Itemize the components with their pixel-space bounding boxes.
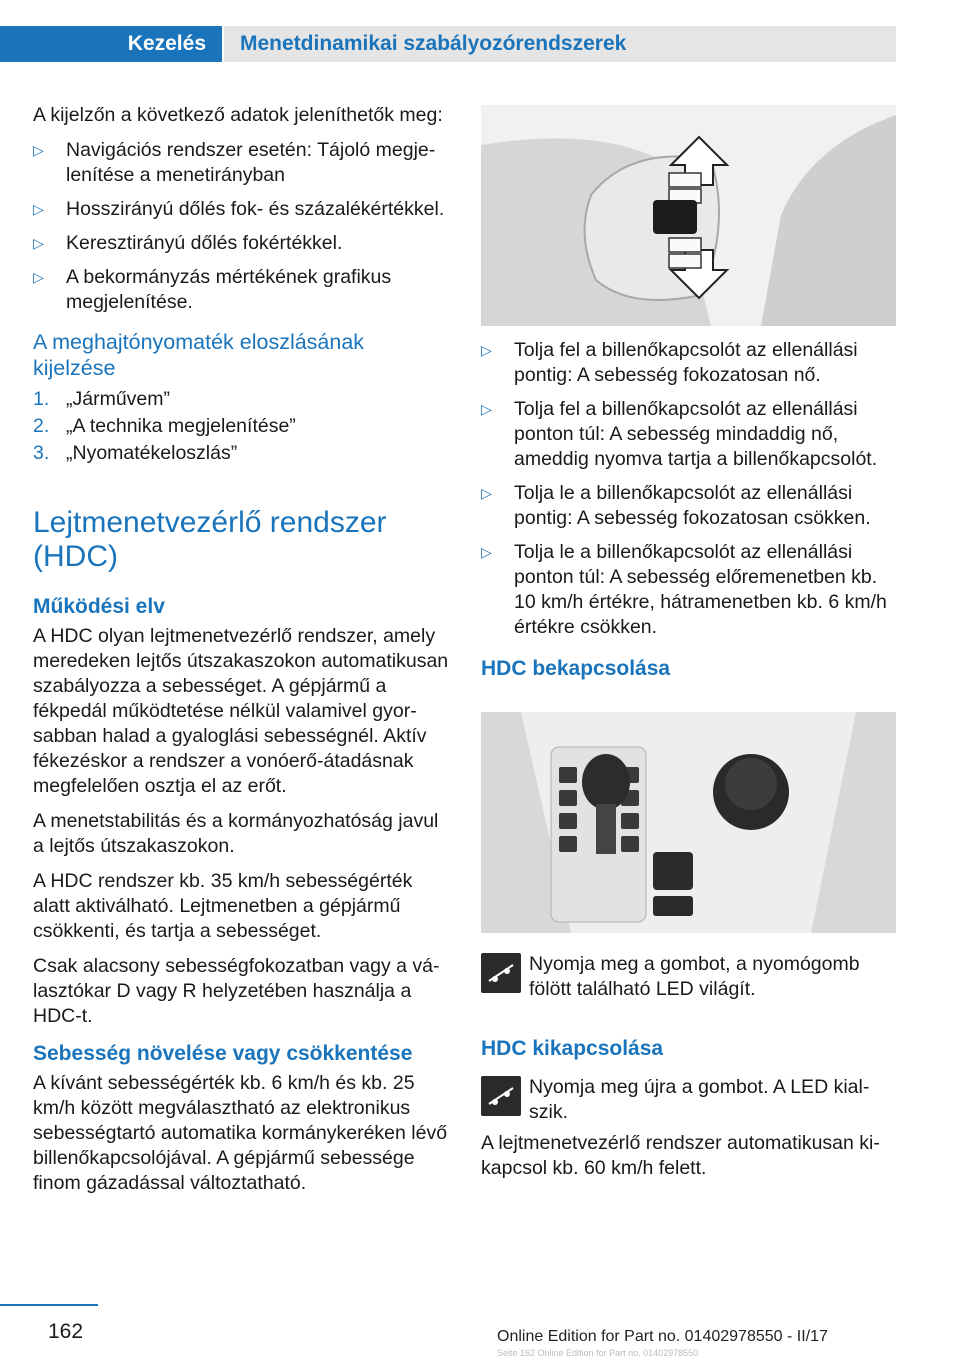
list-item: ▷ Tolja fel a billenőkapcsolót az ellenállási pontig: A sebesség fokozatosan nő. [481,339,858,386]
list-item: ▷ Tolja le a billenőkapcsolót az ellenállási ponton túl: A sebesség előremenetben kb. 10 km/h értékre, hátramenetben kb. 6 km/h értékre csökken. [481,541,887,638]
speed-paragraph: A kívánt sebességérték kb. 6 km/h és kb. 25 km/h között megválasztható az elektronikus sebességtartó automatika kormánykeréken lévő billenőkapcsolójával. A gépjármű sebessége finom gázadással változtatható. [33,1072,448,1194]
auto-off-text: A lejtmenetvezérlő rendszer automatikusan kikapcsol kb. 60 km/h felett. [481,1132,880,1179]
torque-steps-list [33,387,451,466]
list-item: 3. „Nyomatékeloszlás” [33,442,238,464]
hdc-on-text: Nyomja meg a gombot, a nyomógomb fölött található LED világít. [529,953,860,1000]
hdc-off-heading: HDC kikapcsolása [481,1037,664,1060]
principle-paragraph: A HDC olyan lejtmenetvezérlő rendszer, amely meredeken lejtős útszakaszokon automatikusan szabályozza a sebességet. A gépjármű a fékpedál működtetése nélkül valamivel gyorsabban halad a gyaloglási sebességnél. Aktív fékezéskor a rendszer a vonóerő-átadásnak megfelelően osztja el az erőt. [33,625,449,797]
triangle-bullet-icon: ▷ [481,544,492,560]
list-item: ▷ Hosszirányú dőlés fok- és százalékértékkel. [33,198,445,220]
principle-heading: Működési elv [33,595,165,618]
list-item: ▷ Navigációs rendszer esetén: Tájoló megjelenítése a menetirányban [33,139,436,186]
triangle-bullet-icon: ▷ [481,401,492,417]
right-column [481,338,897,686]
page-header [0,0,960,62]
triangle-bullet-icon: ▷ [33,235,44,251]
hdc-title: Lejtmenetvezérlő rendszer (HDC) [33,506,387,573]
display-intro: A kijelzőn a következő adatok jeleníthetők meg: [33,104,443,126]
triangle-bullet-icon: ▷ [33,201,44,217]
center-console-illustration [481,712,896,933]
principle-paragraph: Csak alacsony sebességfokozatban vagy a választókar D vagy R helyzetében használja a HDC-t. [33,955,440,1027]
left-column [33,103,451,1206]
edition-text: Online Edition for Part no. 01402978550 - II/17 [497,1328,828,1345]
torque-heading: A meghajtónyomaték eloszlásának kijelzése [33,330,365,380]
rocker-switch-illustration [481,105,896,326]
triangle-bullet-icon: ▷ [33,269,44,285]
page-number: 162 [48,1320,84,1343]
principle-paragraph: A HDC rendszer kb. 35 km/h sebességérték alatt aktiválható. Lejtmenetben a gépjármű csökkenti, és tartja a sebességet. [33,870,413,942]
list-item: ▷ Keresztirányú dőlés fokértékkel. [33,232,343,254]
section-tab: Kezelés [0,26,222,62]
display-items-list [33,138,451,315]
list-item: ▷ Tolja fel a billenőkapcsolót az ellenállási ponton túl: A sebesség mindaddig nő, ameddig nyomva tartja a billenőkapcsolót. [481,398,878,470]
hdc-button-icon [481,1076,521,1116]
footer-rule [0,1304,98,1306]
watermark-text: Seite 162 Online Edition for Part no. 01402978550 [497,1348,699,1358]
triangle-bullet-icon: ▷ [33,142,44,158]
hdc-off-text: Nyomja meg újra a gombot. A LED kialszik. [529,1076,870,1123]
list-item: 1. „Járművem” [33,388,171,410]
list-item: ▷ A bekormányzás mértékének grafikus megjelenítése. [33,266,392,313]
hdc-on-heading: HDC bekapcsolása [481,657,671,680]
chapter-title: Menetdinamikai szabályozórendszerek [224,26,896,62]
rocker-items-list [481,338,897,640]
speed-heading: Sebesség növelése vagy csökkentése [33,1042,413,1065]
list-item: 2. „A technika megjelenítése” [33,415,296,437]
hdc-button-icon [481,953,521,993]
principle-paragraph: A menetstabilitás és a kormányozhatóság javul a lejtős útszakaszokon. [33,810,439,857]
triangle-bullet-icon: ▷ [481,342,492,358]
list-item: ▷ Tolja le a billenőkapcsolót az ellenállási pontig: A sebesség fokozatosan csökken. [481,482,871,529]
triangle-bullet-icon: ▷ [481,485,492,501]
